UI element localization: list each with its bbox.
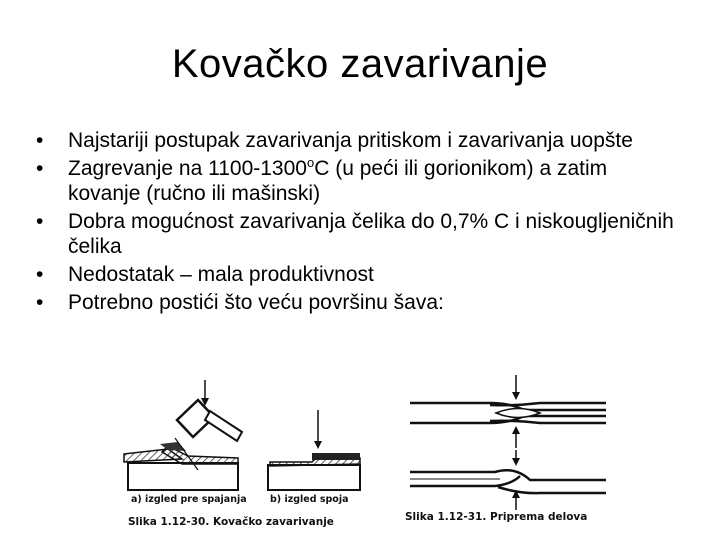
bullet-dot-icon: • (36, 263, 44, 286)
bullet-text: Dobra mogućnost zavarivanja čelika do 0,7% C i niskougljeničnih čelika (68, 210, 674, 258)
part-preparation-figure (410, 375, 606, 510)
anvil (128, 463, 238, 490)
bullet-dot-icon: • (36, 210, 44, 233)
bullet-text: Potrebno postići što veću površinu šava: (68, 291, 444, 314)
forge-weld-before-figure (124, 380, 247, 505)
page-title: Kovačko zavarivanje (171, 42, 549, 86)
bullet-text: Zagrevanje na 1100-1300$^o$C (u peći ili gorionikom) a zatim kovanje (ručno ili mašinski) (68, 155, 608, 205)
sublabel-a: a) izgled pre spajanja (131, 494, 247, 505)
forge-weld-after-figure (268, 410, 360, 505)
bullet-text: Nedostatak – mala produktivnost (68, 263, 374, 286)
bullet-dot-icon: • (36, 129, 44, 152)
sublabel-b: b) izgled spoja (270, 494, 349, 505)
figure-left-caption: Slika 1.12-30. Kovačko zavarivanje (128, 516, 334, 528)
bullet-text: Najstariji postupak zavarivanja pritiskom i zavarivanja uopšte (68, 129, 633, 152)
figure-right-caption: Slika 1.12-31. Priprema delova (405, 511, 588, 523)
bullet-dot-icon: • (36, 157, 44, 180)
bullet-dot-icon: • (36, 291, 44, 314)
